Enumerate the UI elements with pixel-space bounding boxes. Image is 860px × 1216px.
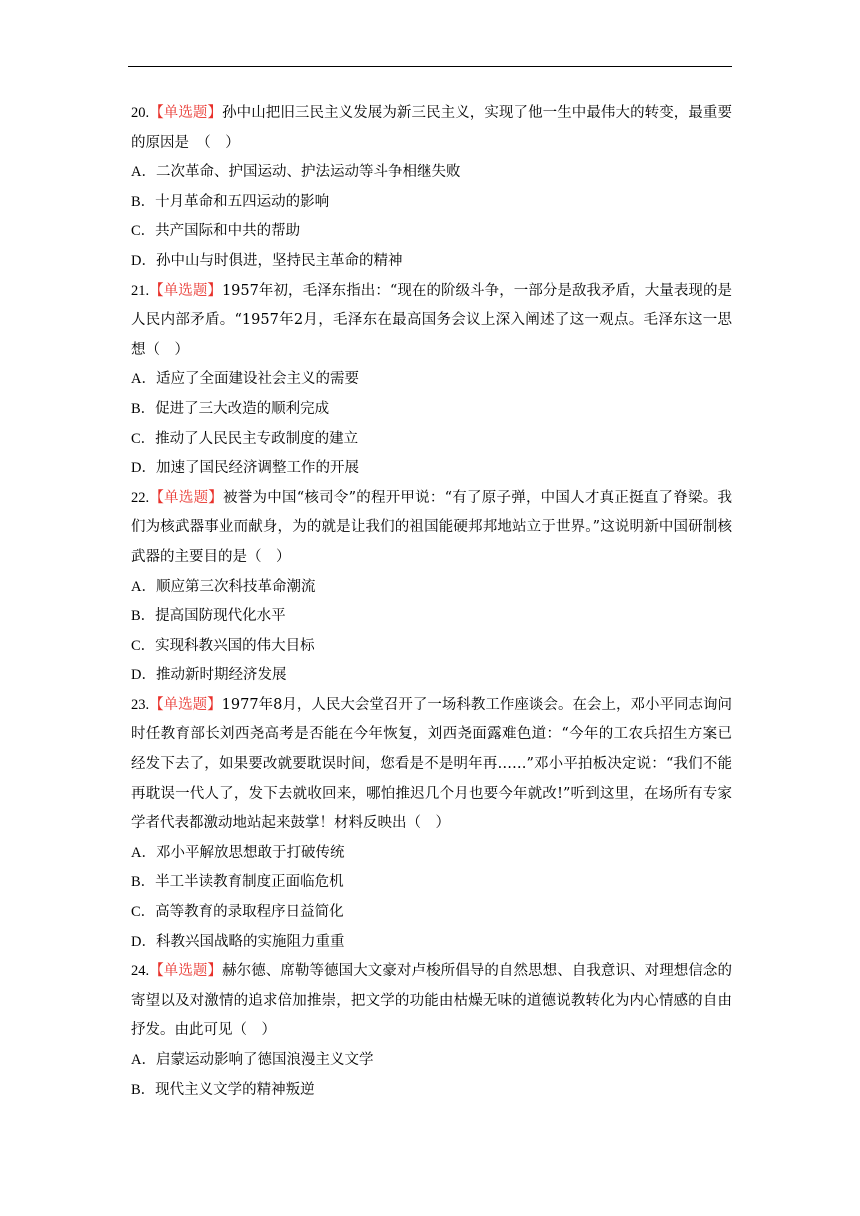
option-letter: B． [131, 193, 156, 210]
option-b [131, 868, 732, 898]
option-letter: A． [131, 578, 156, 595]
option-letter: B． [131, 1081, 156, 1098]
question-number: 22. [131, 489, 150, 506]
question-number: 20. [131, 105, 150, 121]
question-text: 被誉为中国“核司令”的程开甲说：“有了原子弹，中国人才真正挺直了脊梁。我们为核武器事业而献身，为的就是让我们的祖国能硬邦邦地站立于世界。”这说明新中国研制核武器的主要目的是（ ） [131, 489, 732, 565]
option-text: 提高国防现代化水平 [155, 608, 286, 625]
option-letter: D． [131, 252, 156, 269]
question-23 [131, 691, 732, 957]
option-text: 实现科教兴国的伟大目标 [155, 637, 315, 654]
header-rule [128, 66, 732, 67]
option-letter: A． [131, 164, 156, 181]
question-list [131, 99, 732, 1105]
option-text: 半工半读教育制度正面临危机 [155, 874, 344, 891]
question-22 [131, 484, 732, 691]
option-letter: C． [131, 637, 156, 654]
option-letter: D． [131, 460, 156, 477]
option-b [131, 1076, 732, 1106]
option-a [131, 158, 732, 188]
option-d [131, 454, 732, 484]
option-text: 十月革命和五四运动的影响 [155, 193, 330, 210]
option-letter: B． [131, 400, 156, 417]
option-text: 顺应第三次科技革命潮流 [155, 578, 316, 595]
option-c [131, 217, 732, 247]
question-type-tag: 【单选题】 [149, 489, 224, 506]
option-a [131, 573, 732, 603]
option-letter: D． [131, 667, 156, 684]
option-text: 促进了三大改造的顺利完成 [155, 400, 330, 417]
option-text: 高等教育的录取程序日益简化 [155, 904, 344, 921]
option-text: 共产国际和中共的帮助 [155, 223, 301, 240]
option-d [131, 247, 732, 277]
question-stem [131, 99, 732, 158]
question-stem [131, 277, 732, 366]
option-text: 现代主义文学的精神叛逆 [155, 1081, 315, 1098]
option-letter: D． [131, 933, 156, 950]
option-text: 推动了人民民主专政制度的建立 [155, 430, 359, 447]
question-text: 1977年8月，人民大会堂召开了一场科教工作座谈会。在会上，邓小平同志询问时任教育部长刘西尧高考是否能在今年恢复，刘西尧面露难色道：“今年的工农兵招生方案已经发下去了，如果要改就要耽误时间，您看是不是明年再……”邓小平拍板决定说：“我们不能再耽误一代人了，发下去就收回来，哪怕推迟几个月也要今年就改!”听到这里，在场所有专家学者代表都激动地站起来鼓掌！材料反映出（ ） [131, 696, 733, 832]
option-c [131, 632, 732, 662]
option-text: 启蒙运动影响了德国浪漫主义文学 [155, 1052, 374, 1068]
question-text: 孙中山把旧三民主义发展为新三民主义，实现了他一生中最伟大的转变，最重要的原因是 （ ） [131, 105, 733, 151]
option-text: 邓小平解放思想敢于打破传统 [155, 844, 345, 861]
question-stem [131, 691, 732, 839]
question-stem [131, 484, 732, 573]
option-b [131, 188, 732, 218]
option-text: 推动新时期经济发展 [155, 667, 287, 684]
option-text: 孙中山与时俱进，坚持民主革命的精神 [155, 252, 403, 269]
question-type-tag: 【单选题】 [149, 963, 223, 980]
option-text: 科教兴国战略的实施阻力重重 [155, 933, 345, 950]
option-letter: A． [131, 371, 156, 388]
option-letter: B． [131, 874, 156, 891]
option-b [131, 602, 732, 632]
option-text: 适应了全面建设社会主义的需要 [155, 371, 359, 388]
question-24 [131, 957, 732, 1105]
option-d [131, 928, 732, 958]
question-stem [131, 957, 732, 1046]
option-c [131, 898, 732, 928]
option-text: 加速了国民经济调整工作的开展 [155, 460, 359, 477]
option-b [131, 395, 732, 425]
option-d [131, 661, 732, 691]
question-20 [131, 99, 732, 277]
question-number: 24. [131, 963, 150, 980]
question-21 [131, 277, 732, 484]
question-text: 赫尔德、席勒等德国大文豪对卢梭所倡导的自然思想、自我意识、对理想信念的寄望以及对激情的追求倍加推崇，把文学的功能由枯燥无味的道德说教转化为内心情感的自由抒发。由此可见（ ） [131, 963, 733, 1039]
option-text: 二次革命、护国运动、护法运动等斗争相继失败 [155, 164, 461, 181]
option-letter: C． [131, 904, 156, 921]
option-letter: A． [131, 844, 156, 861]
option-c [131, 425, 732, 455]
question-type-tag: 【单选题】 [149, 105, 223, 121]
option-letter: C． [131, 430, 156, 447]
question-text: 1957年初，毛泽东指出：“现在的阶级斗争，一部分是敌我矛盾，大量表现的是人民内部矛盾。“1957年2月，毛泽东在最高国务会议上深入阐述了这一观点。毛泽东这一思想（ ） [131, 282, 733, 358]
option-a [131, 839, 732, 869]
option-letter: A． [131, 1052, 156, 1068]
question-number: 23. [131, 696, 150, 713]
option-letter: C． [131, 223, 156, 240]
question-type-tag: 【单选题】 [149, 282, 222, 299]
option-a [131, 1046, 732, 1076]
option-a [131, 365, 732, 395]
question-type-tag: 【单选题】 [149, 696, 222, 713]
question-number: 21. [131, 282, 150, 299]
option-letter: B． [131, 608, 156, 625]
